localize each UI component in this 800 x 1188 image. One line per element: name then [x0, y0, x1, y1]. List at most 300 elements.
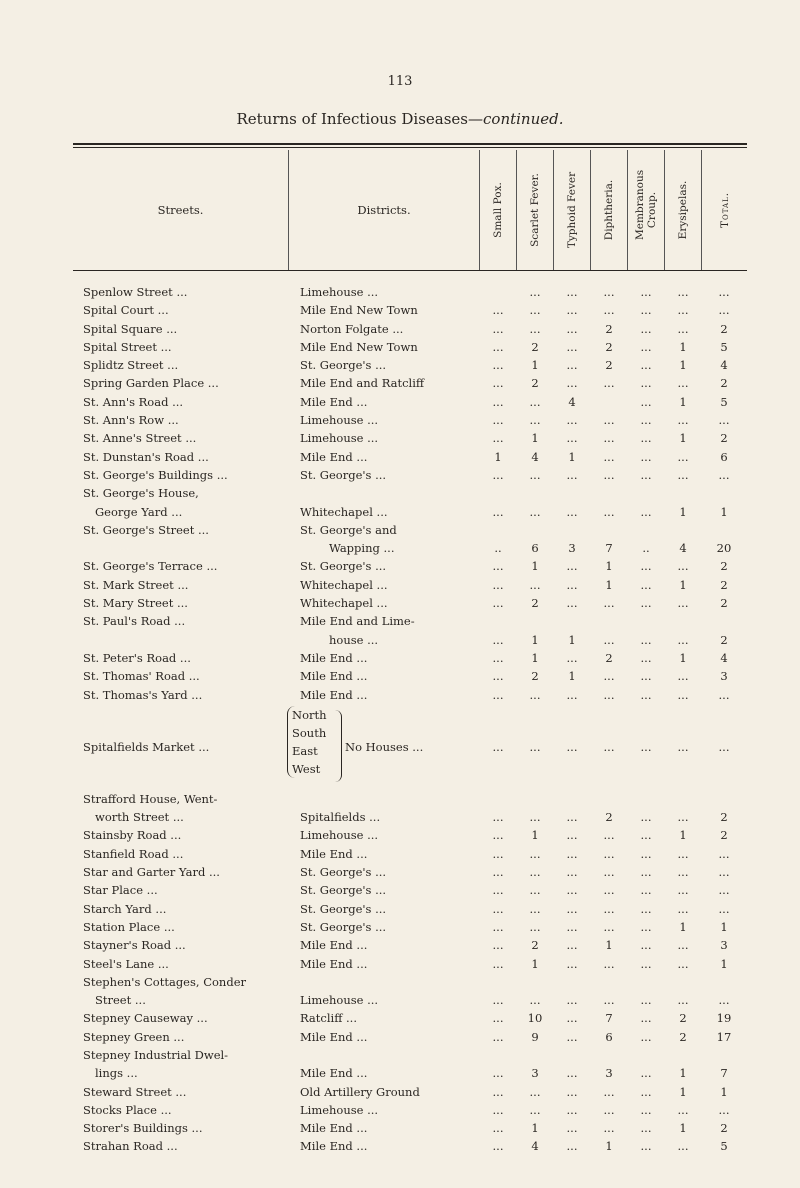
- cell-value: 7: [605, 541, 613, 556]
- cell-value: ...: [640, 828, 652, 843]
- cell-value: ...: [603, 846, 615, 861]
- street-name: Steel's Lane ...: [83, 956, 169, 971]
- cell-value: 2: [531, 938, 539, 953]
- street-name: Stainsby Road ...: [83, 828, 182, 843]
- cell-value: ...: [677, 883, 689, 898]
- district-name: No Houses ...: [345, 739, 424, 754]
- cell-value: ...: [566, 376, 578, 391]
- street-name: St. Thomas' Road ...: [83, 669, 200, 684]
- cell-value: 19: [716, 1011, 732, 1026]
- district-name: St. George's ...: [300, 559, 387, 574]
- table-row: [73, 395, 747, 413]
- cell-value: ...: [492, 504, 504, 519]
- district-name: St. George's ...: [300, 865, 387, 880]
- cell-value: ...: [492, 376, 504, 391]
- cell-value: ...: [492, 632, 504, 647]
- cell-value: ...: [640, 993, 652, 1008]
- cell-value: ...: [492, 303, 504, 318]
- cell-value: ...: [492, 865, 504, 880]
- cell-value: ...: [566, 1084, 578, 1099]
- cell-value: ...: [640, 1084, 652, 1099]
- cell-value: ...: [566, 865, 578, 880]
- cell-value: ...: [640, 938, 652, 953]
- cell-value: ...: [640, 413, 652, 428]
- cell-value: 2: [720, 632, 728, 647]
- table-row: [73, 1103, 747, 1121]
- table-row: [73, 938, 747, 956]
- cell-value: 2: [720, 596, 728, 611]
- cell-value: ...: [566, 1102, 578, 1117]
- cell-value: ...: [566, 321, 578, 336]
- market-part: West: [292, 761, 321, 776]
- cell-value: ...: [677, 956, 689, 971]
- cell-value: 1: [720, 919, 728, 934]
- header-membranous-croup-label: Membranous Croup.: [634, 169, 658, 240]
- cell-value: ...: [640, 650, 652, 665]
- cell-value: ...: [640, 449, 652, 464]
- header-erysipelas-label: Erysipelas.: [677, 180, 689, 240]
- title-main: Returns of Infectious Diseases: [236, 110, 469, 128]
- header-total-label: Total.: [718, 191, 731, 229]
- cell-value: ...: [603, 1121, 615, 1136]
- street-name: St. Dunstan's Road ...: [83, 449, 209, 464]
- cell-value: ...: [566, 596, 578, 611]
- cell-value: ...: [640, 577, 652, 592]
- cell-value: ...: [677, 376, 689, 391]
- street-name-cont: Street ...: [95, 993, 146, 1008]
- cell-value: 1: [605, 938, 613, 953]
- cell-value: 1: [568, 632, 576, 647]
- cell-value: ...: [677, 321, 689, 336]
- cell-value: ...: [492, 1011, 504, 1026]
- table-row: [73, 1048, 747, 1085]
- cell-value: ...: [640, 846, 652, 861]
- district-name-cont: Mile End ...: [300, 1066, 368, 1081]
- street-name: Star Place ...: [83, 883, 158, 898]
- cell-value: ...: [492, 919, 504, 934]
- cell-value: ...: [677, 559, 689, 574]
- table-row: [73, 614, 747, 651]
- cell-value: 1: [605, 1139, 613, 1154]
- district-name: Mile End ...: [300, 650, 368, 665]
- cell-value: ...: [492, 846, 504, 861]
- cell-value: 2: [531, 376, 539, 391]
- table-body: [73, 285, 747, 1158]
- cell-value: ...: [492, 1066, 504, 1081]
- street-name-cont: worth Street ...: [95, 810, 184, 825]
- table-row: [73, 847, 747, 865]
- table-row: [73, 358, 747, 376]
- street-name: Steward Street ...: [83, 1084, 187, 1099]
- cell-value: ...: [640, 956, 652, 971]
- cell-value: 1: [531, 431, 539, 446]
- cell-value: ...: [640, 1102, 652, 1117]
- table-row: [73, 303, 747, 321]
- table-row: [73, 431, 747, 449]
- cell-value: 2: [605, 339, 613, 354]
- cell-value: ...: [640, 394, 652, 409]
- cell-value: 1: [720, 504, 728, 519]
- cell-value: ...: [566, 577, 578, 592]
- cell-value: ...: [529, 577, 541, 592]
- table-row: [73, 957, 747, 975]
- header-districts: Districts.: [357, 203, 411, 217]
- cell-value: 1: [679, 431, 687, 446]
- cell-value: 4: [531, 449, 539, 464]
- page-title: [0, 110, 800, 128]
- cell-value: ...: [603, 504, 615, 519]
- cell-value: 1: [679, 504, 687, 519]
- table-row: [73, 902, 747, 920]
- cell-value: ...: [640, 504, 652, 519]
- district-name: Mile End ...: [300, 938, 368, 953]
- district-name-cont: Whitechapel ...: [300, 504, 388, 519]
- cell-value: ...: [566, 504, 578, 519]
- cell-value: ...: [718, 687, 730, 702]
- cell-value: ...: [718, 901, 730, 916]
- cell-value: ...: [640, 739, 652, 754]
- cell-value: 1: [531, 650, 539, 665]
- cell-value: 1: [679, 1066, 687, 1081]
- district-name: St. George's ...: [300, 883, 387, 898]
- cell-value: ...: [566, 339, 578, 354]
- district-name: St. George's ...: [300, 358, 387, 373]
- district-name: Mile End ...: [300, 1121, 368, 1136]
- cell-value: 3: [568, 541, 576, 556]
- table-row: [73, 1121, 747, 1139]
- header-diphtheria-label: Diphtheria.: [603, 179, 615, 241]
- district-name-cont: Spitalfields ...: [300, 810, 381, 825]
- cell-value: ...: [640, 376, 652, 391]
- street-name: St. George's Buildings ...: [83, 467, 228, 482]
- cell-value: 1: [679, 394, 687, 409]
- cell-value: 6: [531, 541, 539, 556]
- cell-value: ...: [677, 901, 689, 916]
- cell-value: 4: [531, 1139, 539, 1154]
- district-name: Mile End New Town: [300, 303, 418, 318]
- district-name: Whitechapel ...: [300, 596, 388, 611]
- cell-value: ...: [640, 1066, 652, 1081]
- cell-value: ..: [642, 541, 650, 556]
- district-name: Limehouse ...: [300, 431, 379, 446]
- cell-value: 4: [679, 541, 687, 556]
- cell-value: ...: [566, 431, 578, 446]
- table-row: [73, 1085, 747, 1103]
- table-row: [73, 865, 747, 883]
- cell-value: ...: [566, 846, 578, 861]
- district-name: Mile End ...: [300, 687, 368, 702]
- street-name: St. Anne's Street ...: [83, 431, 197, 446]
- cell-value: 1: [605, 559, 613, 574]
- cell-value: 3: [720, 669, 728, 684]
- table-row: [73, 596, 747, 614]
- district-name: Limehouse ...: [300, 1102, 379, 1117]
- cell-value: ...: [603, 993, 615, 1008]
- cell-value: ...: [566, 413, 578, 428]
- district-name: Limehouse ...: [300, 285, 379, 299]
- cell-value: ...: [718, 993, 730, 1008]
- cell-value: ...: [677, 632, 689, 647]
- district-name: Mile End ...: [300, 1029, 368, 1044]
- header-typhoid-fever: [554, 150, 590, 270]
- cell-value: 1: [531, 828, 539, 843]
- cell-value: ...: [492, 358, 504, 373]
- street-name: St. George's Terrace ...: [83, 559, 218, 574]
- district-name: Whitechapel ...: [300, 577, 388, 592]
- district-name: Mile End ...: [300, 449, 368, 464]
- cell-value: ...: [529, 394, 541, 409]
- table-row: [73, 883, 747, 901]
- cell-value: ...: [640, 559, 652, 574]
- district-name-cont: Wapping ...: [329, 541, 395, 556]
- cell-value: ...: [677, 810, 689, 825]
- street-name: St. Mark Street ...: [83, 577, 189, 592]
- cell-value: ...: [640, 1121, 652, 1136]
- district-name-cont: house ...: [329, 632, 379, 647]
- cell-value: ...: [492, 394, 504, 409]
- cell-value: ...: [718, 883, 730, 898]
- header-scarlet-fever: [517, 150, 553, 270]
- cell-value: ...: [529, 883, 541, 898]
- cell-value: ...: [677, 739, 689, 754]
- cell-value: ...: [603, 431, 615, 446]
- street-name: Storer's Buildings ...: [83, 1121, 203, 1136]
- cell-value: ...: [603, 1102, 615, 1117]
- cell-value: 2: [720, 321, 728, 336]
- cell-value: ...: [492, 993, 504, 1008]
- street-name: Star and Garter Yard ...: [83, 865, 220, 880]
- cell-value: ...: [677, 938, 689, 953]
- cell-value: ...: [640, 669, 652, 684]
- cell-value: ...: [492, 669, 504, 684]
- district-name: Norton Folgate ...: [300, 321, 404, 336]
- cell-value: ...: [492, 559, 504, 574]
- cell-value: 1: [531, 358, 539, 373]
- cell-value: ...: [640, 883, 652, 898]
- cell-value: ...: [603, 413, 615, 428]
- table-header: [73, 150, 747, 270]
- district-name: St. George's ...: [300, 901, 387, 916]
- cell-value: 1: [679, 1121, 687, 1136]
- cell-value: 3: [720, 938, 728, 953]
- cell-value: 2: [531, 339, 539, 354]
- cell-value: ...: [529, 285, 541, 299]
- cell-value: ...: [492, 901, 504, 916]
- cell-value: ...: [718, 303, 730, 318]
- cell-value: ...: [603, 828, 615, 843]
- district-name: Mile End New Town: [300, 339, 418, 354]
- district-name: St. George's ...: [300, 919, 387, 934]
- cell-value: ...: [603, 739, 615, 754]
- cell-value: ...: [640, 596, 652, 611]
- table-row-spitalfields: [73, 706, 747, 792]
- cell-value: ...: [640, 865, 652, 880]
- cell-value: ...: [603, 865, 615, 880]
- cell-value: ...: [677, 669, 689, 684]
- cell-value: ...: [529, 846, 541, 861]
- street-name: Strafford House, Went-: [83, 791, 218, 806]
- cell-value: 1: [568, 669, 576, 684]
- cell-value: ...: [529, 467, 541, 482]
- top-rule-thin: [73, 147, 747, 148]
- cell-value: ...: [603, 669, 615, 684]
- table-row: [73, 340, 747, 358]
- district-name: Ratcliff ...: [300, 1011, 357, 1026]
- cell-value: 3: [531, 1066, 539, 1081]
- cell-value: ...: [529, 687, 541, 702]
- table-row: [73, 413, 747, 431]
- cell-value: ...: [492, 1139, 504, 1154]
- cell-value: ...: [566, 559, 578, 574]
- cell-value: ...: [529, 303, 541, 318]
- header-bottom-rule: [73, 270, 747, 271]
- market-part: North: [292, 707, 327, 722]
- street-name: St. Mary Street ...: [83, 596, 188, 611]
- cell-value: ...: [566, 739, 578, 754]
- cell-value: ...: [640, 285, 652, 299]
- cell-value: ...: [566, 956, 578, 971]
- cell-value: ...: [677, 846, 689, 861]
- cell-value: ...: [677, 865, 689, 880]
- cell-value: ...: [566, 467, 578, 482]
- cell-value: ...: [492, 739, 504, 754]
- table-row: [73, 285, 747, 303]
- cell-value: 1: [679, 577, 687, 592]
- cell-value: 1: [679, 919, 687, 934]
- cell-value: 7: [720, 1066, 728, 1081]
- cell-value: ...: [677, 993, 689, 1008]
- cell-value: ...: [603, 376, 615, 391]
- cell-value: 2: [720, 431, 728, 446]
- cell-value: ...: [718, 846, 730, 861]
- cell-value: ...: [566, 1029, 578, 1044]
- cell-value: ...: [640, 321, 652, 336]
- cell-value: 10: [527, 1011, 543, 1026]
- district-name: Mile End ...: [300, 669, 368, 684]
- cell-value: ...: [566, 938, 578, 953]
- table-row: [73, 1011, 747, 1029]
- table-row: [73, 669, 747, 687]
- header-typhoid-fever-label: Typhoid Fever: [566, 171, 578, 249]
- cell-value: 5: [720, 394, 728, 409]
- cell-value: ...: [718, 413, 730, 428]
- cell-value: 9: [531, 1029, 539, 1044]
- cell-value: 1: [531, 1121, 539, 1136]
- street-name: St. Paul's Road ...: [83, 614, 186, 629]
- cell-value: ...: [603, 883, 615, 898]
- cell-value: 7: [605, 1011, 613, 1026]
- cell-value: ...: [640, 810, 652, 825]
- street-name-cont: lings ...: [95, 1066, 138, 1081]
- cell-value: ...: [603, 901, 615, 916]
- cell-value: ..: [494, 541, 502, 556]
- district-name: Mile End ...: [300, 956, 368, 971]
- cell-value: 2: [720, 810, 728, 825]
- table-row: [73, 792, 747, 829]
- table-row: [73, 468, 747, 486]
- cell-value: ...: [566, 687, 578, 702]
- cell-value: 4: [568, 394, 576, 409]
- street-name: Splidtz Street ...: [83, 358, 179, 373]
- cell-value: ...: [566, 901, 578, 916]
- cell-value: 1: [568, 449, 576, 464]
- cell-value: ...: [718, 1102, 730, 1117]
- cell-value: ...: [492, 1121, 504, 1136]
- district-name: Old Artillery Ground: [300, 1084, 420, 1099]
- street-name: St. George's House,: [83, 486, 199, 501]
- cell-value: 4: [720, 650, 728, 665]
- cell-value: ...: [492, 956, 504, 971]
- cell-value: ...: [603, 303, 615, 318]
- cell-value: 1: [531, 632, 539, 647]
- table-row: [73, 1139, 747, 1157]
- street-name: Stephen's Cottages, Conder: [83, 974, 246, 989]
- cell-value: ...: [640, 339, 652, 354]
- district-name: Mile End and Ratcliff: [300, 376, 425, 391]
- cell-value: ...: [677, 467, 689, 482]
- cell-value: ...: [529, 810, 541, 825]
- district-name: St. George's and: [300, 522, 397, 537]
- cell-value: 2: [720, 577, 728, 592]
- street-name: Stepney Causeway ...: [83, 1011, 208, 1026]
- cell-value: ...: [677, 596, 689, 611]
- cell-value: ...: [529, 901, 541, 916]
- cell-value: ...: [529, 1084, 541, 1099]
- cell-value: 2: [605, 650, 613, 665]
- cell-value: ...: [640, 358, 652, 373]
- cell-value: ...: [492, 828, 504, 843]
- cell-value: ...: [603, 687, 615, 702]
- street-name: Spring Garden Place ...: [83, 376, 219, 391]
- cell-value: ...: [640, 1139, 652, 1154]
- district-name: Mile End ...: [300, 1139, 368, 1154]
- cell-value: ...: [603, 1084, 615, 1099]
- street-name: Spital Street ...: [83, 339, 172, 354]
- cell-value: 2: [720, 1121, 728, 1136]
- cell-value: ...: [718, 467, 730, 482]
- cell-value: ...: [640, 1011, 652, 1026]
- district-name-cont: Limehouse ...: [300, 993, 379, 1008]
- cell-value: 1: [531, 956, 539, 971]
- cell-value: ...: [603, 467, 615, 482]
- header-small-pox: [480, 150, 516, 270]
- cell-value: ...: [529, 321, 541, 336]
- street-name: Starch Yard ...: [83, 901, 167, 916]
- cell-value: 1: [679, 339, 687, 354]
- cell-value: 2: [720, 376, 728, 391]
- cell-value: ...: [677, 449, 689, 464]
- cell-value: 2: [720, 828, 728, 843]
- cell-value: 17: [716, 1029, 732, 1044]
- cell-value: ...: [492, 431, 504, 446]
- district-name: Mile End ...: [300, 394, 368, 409]
- header-total: [702, 150, 747, 270]
- cell-value: ...: [529, 739, 541, 754]
- street-name: Stepney Industrial Dwel-: [83, 1047, 229, 1062]
- cell-value: 1: [494, 449, 502, 464]
- cell-value: ...: [492, 596, 504, 611]
- cell-value: ...: [492, 413, 504, 428]
- cell-value: ...: [492, 577, 504, 592]
- table-row: [73, 486, 747, 523]
- table-row: [73, 975, 747, 1012]
- street-name: Station Place ...: [83, 919, 175, 934]
- cell-value: ...: [566, 883, 578, 898]
- cell-value: ...: [529, 504, 541, 519]
- cell-value: 6: [720, 449, 728, 464]
- street-name: Spitalfields Market ...: [83, 739, 210, 754]
- street-name-cont: George Yard ...: [95, 504, 183, 519]
